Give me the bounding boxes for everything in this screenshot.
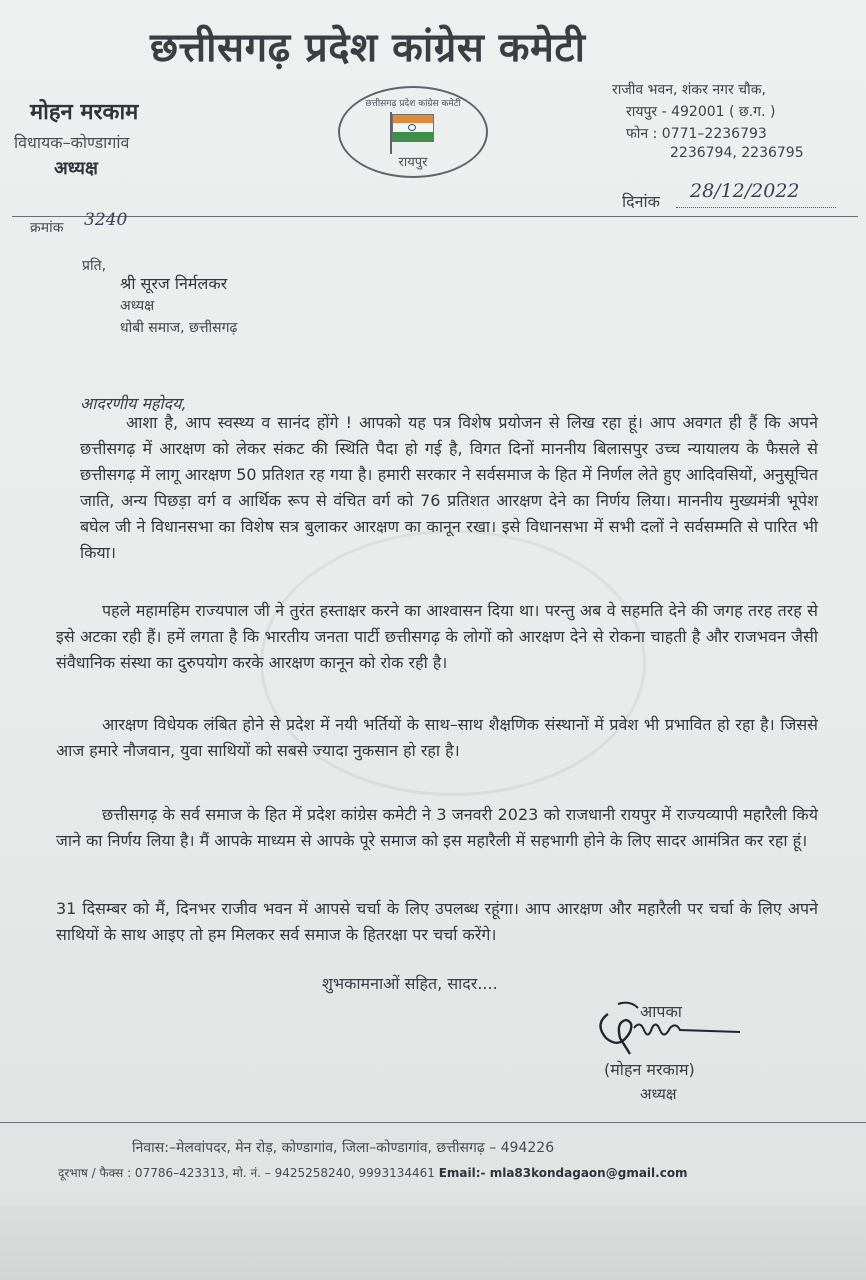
address-line-2: रायपुर - 492001 ( छ.ग. ) [626,104,776,120]
footer-residence: निवास:–मेलवांपदर, मेन रोड़, कोण्डागांव, जिला–कोण्डागांव, छत्तीसगढ़ – 494226 [132,1140,555,1156]
party-seal [338,86,488,178]
body-paragraph-5: 31 दिसम्बर को मैं, दिनभर राजीव भवन में आपसे चर्चा के लिए उपलब्ध रहूंगा। आप आरक्षण और महारैली पर चर्चा के लिए अपने साथियों के साथ आइए तो हम मिलकर सर्व समाज के हितरक्षा पर चर्चा करेंगे। [56,899,818,944]
reference-label: क्रमांक [30,220,64,236]
date-dotted-line [676,207,836,208]
yours-label: आपका [640,1002,682,1021]
footer-phone: दूरभाष / फैक्स : 07786–423313, मो. नं. – 9425258240, 9993134461 [58,1166,435,1180]
recipient-role: अध्यक्ष [120,298,155,314]
header-divider [12,216,858,217]
seal-bottom-text: रायपुर [398,155,428,170]
address-line-1: राजीव भवन, शंकर नगर चौक, [612,82,766,98]
body-paragraph-2: पहले महामहिम राज्यपाल जी ने तुरंत हस्ताक्षर करने का आश्वासन दिया था। परन्तु अब वे सहमति देने की जगह तरह तरह से इसे अटका रही हैं। हमें लगता है कि भारतीय जनता पार्टी छत्तीसगढ़ के लोगों को आरक्षण देने से रोकना चाहती है और राजभवन जैसी संवैधानिक संस्था का दुरुपयोग करके आरक्षण कानून को रोक रही है। [56,601,818,672]
recipient-org: धोबी समाज, छत्तीसगढ़ [120,320,238,336]
date-value: 28/12/2022 [690,180,800,202]
phone-line-2: 2236794, 2236795 [670,145,804,161]
body-paragraph-1: आशा है, आप स्वस्थ्य व सानंद होंगे ! आपको यह पत्र विशेष प्रयोजन से लिख रहा हूं। आप अवगत ही हैं कि अपने छत्तीसगढ़ में आरक्षण को लेकर संकट की स्थिति पैदा हो गई है, विगत दिनों माननीय बिलासपुर उच्च न्यायालय के फैसले से छत्तीसगढ़ में लागू आरक्षण 50 प्रतिशत रह गया है। हमारी सरकार ने सर्वसमाज के हित में निर्णल लेते हुए आदिवसियों, अनुसूचित जाति, अन्य पिछड़ा वर्ग व आर्थिक रूप से वंचित वर्ग को 76 प्रतिशत आरक्षण देने का निर्णय लिया। माननीय मुख्यमंत्री भूपेश बघेल जी ने विधानसभा का विशेष सत्र बुलाकर आरक्षण का कानून रखा। इसे विधानसभा में सभी दलों ने सर्वसम्मति से पारित भी किया। [80,413,818,562]
hand-symbol-icon [408,124,416,131]
signatory-name: (मोहन मरकाम) [604,1060,695,1079]
bottom-shadow [0,1205,866,1280]
footer-divider [0,1122,866,1123]
president-role: अध्यक्ष [54,158,98,179]
to-label: प्रति, [82,258,107,274]
letterhead-title: छत्तीसगढ़ प्रदेश कांग्रेस कमेटी [150,25,586,71]
signature [590,994,750,1058]
recipient-name: श्री सूरज निर्मलकर [120,274,228,293]
date-label: दिनांक [622,192,660,211]
body-paragraph-4: छत्तीसगढ़ के सर्व समाज के हित में प्रदेश कांग्रेस कमेटी ने 3 जनवरी 2023 को राजधानी रायपुर में राज्यव्यापी महारैली किये जाने का निर्णय लिया है। मैं आपके माध्यम से आपके पूरे समाज को इस महारैली में सहभागी होने के लिए सादर आमंत्रित कर रहा हूं। [56,805,818,850]
body-paragraph-3: आरक्षण विधेयक लंबित होने से प्रदेश में नयी भर्तियों के साथ–साथ शैक्षणिक संस्थानों में प्रवेश भी प्रभावित हो रहा है। जिससे आज हमारे नौजवान, युवा साथियों को सबसे ज्यादा नुकसान हो रहा है। [56,715,818,760]
flag-icon [392,114,434,142]
closing-line: शुभकामनाओं सहित, सादर.... [322,974,498,993]
president-mla: विधायक–कोण्डागांव [14,133,130,152]
footer-email: Email:- mla83kondagaon@gmail.com [438,1166,688,1180]
signatory-role: अध्यक्ष [640,1085,677,1103]
seal-top-text: छत्तीसगढ़ प्रदेश कांग्रेस कमेटी [365,99,461,109]
salutation: आदरणीय महोदय, [80,394,187,413]
footer-contact [58,1164,688,1181]
phone-line-1: फोन : 0771–2236793 [626,126,767,142]
president-name: मोहन मरकाम [30,100,139,125]
reference-value: 3240 [84,210,128,230]
